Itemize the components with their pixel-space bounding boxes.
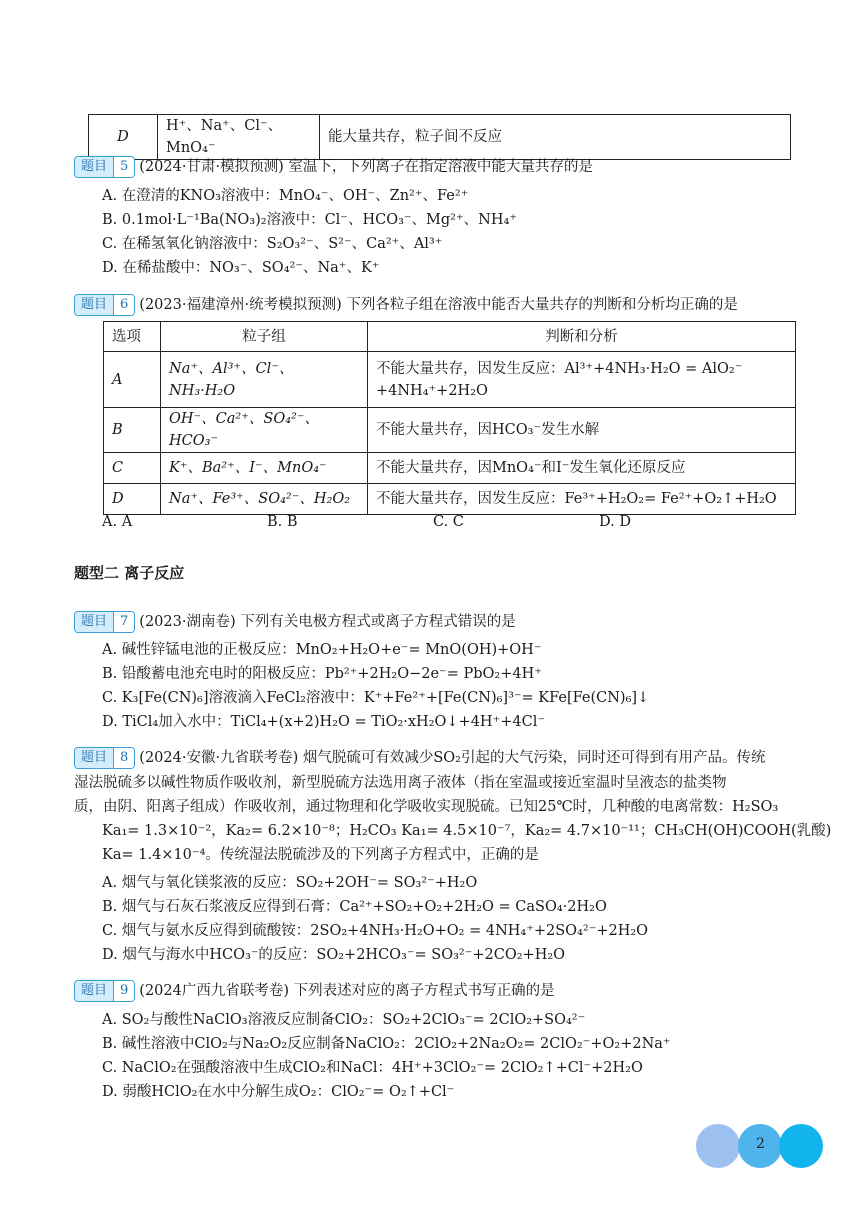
question-stem: (2024广西九省联考卷) 下列表述对应的离子方程式书写正确的是	[139, 983, 555, 999]
question-badge: 题目 7	[74, 611, 135, 633]
q6-table	[103, 321, 796, 515]
table-cell-ions: Na⁺、Fe³⁺、SO₄²⁻、H₂O₂	[161, 484, 368, 515]
option-c: C. K₃[Fe(CN)₆]溶液滴入FeCl₂溶液中：K⁺+Fe²⁺+[Fe(CN)₆]³⁻= KFe[Fe(CN)₆]↓	[102, 690, 650, 706]
table-cell-ions: K⁺、Ba²⁺、I⁻、MnO₄⁻	[161, 453, 368, 484]
table-cell-ions: H⁺、Na⁺、Cl⁻、MnO₄⁻	[158, 115, 320, 160]
option-c: C. 在稀氢氧化钠溶液中：S₂O₃²⁻、S²⁻、Ca²⁺、Al³⁺	[102, 236, 443, 252]
table-cell-ions: Na⁺、Al³⁺、Cl⁻、NH₃·H₂O	[161, 352, 368, 408]
option-c: C. NaClO₂在强酸溶液中生成ClO₂和NaCl：4H⁺+3ClO₂⁻= 2ClO₂↑+Cl⁻+2H₂O	[102, 1060, 643, 1076]
answer-b: B. B	[267, 514, 298, 530]
section-title: 题型二 离子反应	[74, 564, 185, 582]
table-cell-analysis: 不能大量共存，因发生反应：Fe³⁺+H₂O₂= Fe²⁺+O₂↑+H₂O	[368, 484, 796, 515]
table-header: 选项	[104, 322, 161, 352]
table-cell-option: A	[104, 352, 161, 408]
question-9-header	[74, 980, 555, 1002]
option-d: D. 弱酸HClO₂在水中分解生成O₂：ClO₂⁻= O₂↑+Cl⁻	[102, 1084, 455, 1100]
question-stem: (2023·福建漳州·统考模拟预测) 下列各粒子组在溶液中能否大量共存的判断和分析均正确的是	[139, 297, 738, 313]
table-cell-analysis: 不能大量共存，因HCO₃⁻发生水解	[368, 408, 796, 453]
question-badge: 题目 5	[74, 156, 135, 178]
table-row	[104, 352, 796, 408]
question-stem: (2024·安徽·九省联考卷) 烟气脱硫可有效减少SO₂引起的大气污染，同时还可得到有用产品。传统	[139, 750, 766, 766]
question-5-header	[74, 156, 593, 178]
option-b: B. 烟气与石灰石浆液反应得到石膏：Ca²⁺+SO₂+O₂+2H₂O = CaSO₄·2H₂O	[102, 899, 607, 915]
question-stem-line: 湿法脱硫多以碱性物质作吸收剂，新型脱硫方法选用离子液体（指在室温或接近室温时呈液态的盐类物	[74, 775, 727, 791]
table-row	[104, 453, 796, 484]
option-a: A. 在澄清的KNO₃溶液中：MnO₄⁻、OH⁻、Zn²⁺、Fe²⁺	[102, 188, 469, 204]
table-row	[104, 408, 796, 453]
table-cell-ions: OH⁻、Ca²⁺、SO₄²⁻、HCO₃⁻	[161, 408, 368, 453]
table-cell-analysis: 不能大量共存，因MnO₄⁻和I⁻发生氧化还原反应	[368, 453, 796, 484]
table-header-row	[104, 322, 796, 352]
question-stem: (2023·湖南卷) 下列有关电极方程式或离子方程式错误的是	[139, 614, 516, 630]
question-8-header	[74, 747, 765, 769]
option-d: D. TiCl₄加入水中：TiCl₄+(x+2)H₂O = TiO₂·xH₂O↓+4H⁺+4Cl⁻	[102, 714, 545, 730]
question-7-header	[74, 611, 516, 633]
question-badge: 题目 9	[74, 980, 135, 1002]
question-badge: 题目 6	[74, 294, 135, 316]
option-a: A. 碱性锌锰电池的正极反应：MnO₂+H₂O+e⁻= MnO(OH)+OH⁻	[102, 642, 542, 658]
option-b: B. 0.1mol·L⁻¹Ba(NO₃)₂溶液中：Cl⁻、HCO₃⁻、Mg²⁺、NH₄⁺	[102, 212, 517, 228]
option-c: C. 烟气与氨水反应得到硫酸铵：2SO₂+4NH₃·H₂O+O₂ = 4NH₄⁺+2SO₄²⁻+2H₂O	[102, 923, 649, 939]
option-a: A. SO₂与酸性NaClO₃溶液反应制备ClO₂：SO₂+2ClO₃⁻= 2ClO₂+SO₄²⁻	[102, 1012, 586, 1028]
option-b: B. 碱性溶液中ClO₂与Na₂O₂反应制备NaClO₂：2ClO₂+2Na₂O₂= 2ClO₂⁻+O₂+2Na⁺	[102, 1036, 671, 1052]
table-header: 判断和分析	[368, 322, 796, 352]
answer-a: A. A	[102, 514, 133, 530]
answer-d: D. D	[599, 514, 631, 530]
question-stem: (2024·甘肃·模拟预测) 室温下，下列离子在指定溶液中能大量共存的是	[139, 159, 593, 175]
table-cell-judgement: 能大量共存，粒子间不反应	[320, 115, 791, 160]
question-badge: 题目 8	[74, 747, 135, 769]
table-cell-option: C	[104, 453, 161, 484]
option-b: B. 铅酸蓄电池充电时的阳极反应：Pb²⁺+2H₂O−2e⁻= PbO₂+4H⁺	[102, 666, 542, 682]
table-cell-option: D	[104, 484, 161, 515]
table-row	[89, 115, 791, 160]
answer-c: C. C	[433, 514, 464, 530]
option-a: A. 烟气与氧化镁浆液的反应：SO₂+2OH⁻= SO₃²⁻+H₂O	[102, 875, 478, 891]
top-table	[88, 114, 791, 160]
option-d: D. 在稀盐酸中：NO₃⁻、SO₄²⁻、Na⁺、K⁺	[102, 260, 380, 276]
option-d: D. 烟气与海水中HCO₃⁻的反应：SO₂+2HCO₃⁻= SO₃²⁻+2CO₂+H₂O	[102, 947, 566, 963]
decor-circle-left	[696, 1124, 740, 1168]
question-stem-line: Ka₁= 1.3×10⁻²，Ka₂= 6.2×10⁻⁸；H₂CO₃ Ka₁= 4.5×10⁻⁷，Ka₂= 4.7×10⁻¹¹；CH₃CH(OH)COOH(乳酸)	[102, 823, 832, 839]
table-header: 粒子组	[161, 322, 368, 352]
question-stem-line: 质，由阴、阳离子组成）作吸收剂，通过物理和化学吸收实现脱硫。已知25℃时，几种酸的电离常数：H₂SO₃	[74, 799, 779, 815]
page-number: 2	[756, 1136, 765, 1152]
table-cell-option: B	[104, 408, 161, 453]
table-cell-analysis: 不能大量共存，因发生反应：Al³⁺+4NH₃·H₂O = AlO₂⁻ +4NH₄⁺+2H₂O	[368, 352, 796, 408]
question-6-header	[74, 294, 738, 316]
question-stem-line: Ka= 1.4×10⁻⁴。传统湿法脱硫涉及的下列离子方程式中，正确的是	[102, 847, 539, 863]
table-cell-option: D	[89, 115, 158, 160]
decor-circle-right	[779, 1124, 823, 1168]
